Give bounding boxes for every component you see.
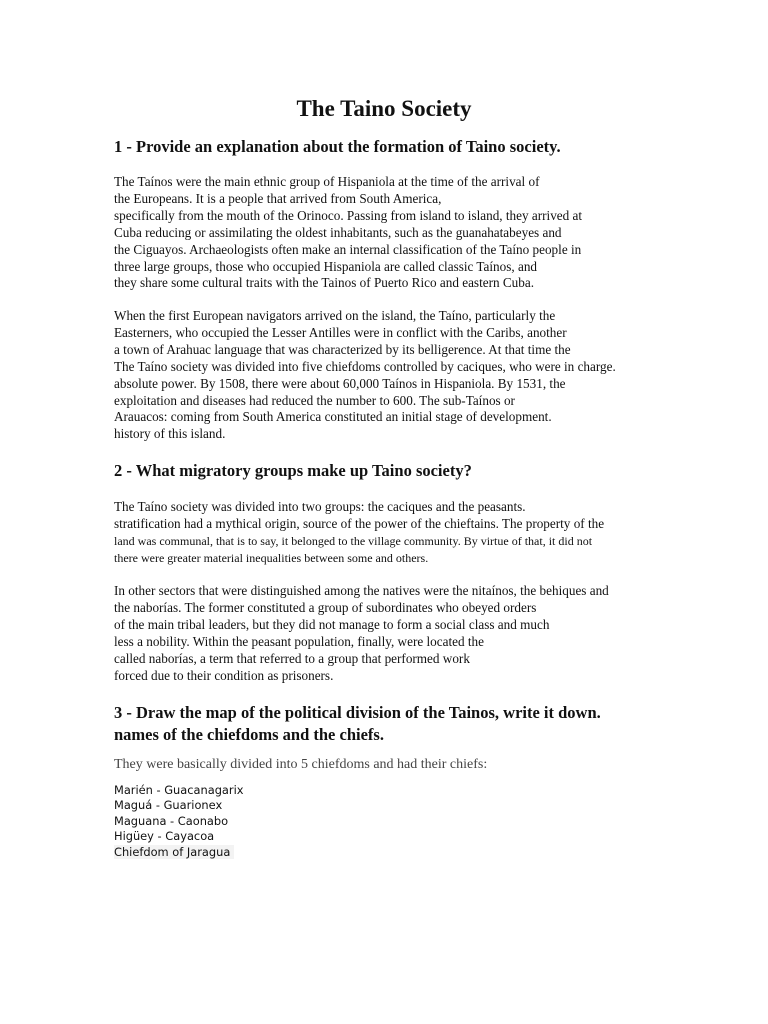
text-line: they share some cultural traits with the Tainos of Puerto Rico and eastern Cuba.: [114, 275, 534, 291]
chiefdom-entry: Maguá - Guarionex: [114, 798, 223, 813]
list-item: [114, 783, 244, 798]
list-item: [114, 814, 244, 829]
text-line: of the main tribal leaders, but they did not manage to form a social class and much: [114, 616, 550, 632]
text-line: The Taíno society was divided into two groups: the caciques and the peasants.: [114, 499, 526, 514]
text-line: Easterners, who occupied the Lesser Antilles were in conflict with the Caribs, another: [114, 324, 567, 340]
text-line: exploitation and diseases had reduced the number to 600. The sub-Taínos or: [114, 392, 515, 408]
chiefdoms-list: [114, 783, 244, 860]
text-line: When the first European navigators arrived on the island, the Taíno, particularly the: [114, 308, 556, 323]
section-3-heading-line-2: names of the chiefdoms and the chiefs.: [114, 725, 384, 744]
chiefdom-entry: Marién - Guacanagarix: [114, 783, 244, 797]
chiefdom-entry: Higüey - Cayacoa: [114, 829, 215, 844]
text-line: land was communal, that is to say, it belonged to the village community. By virtue of that, it did not: [114, 533, 593, 548]
section-1-paragraph-1: [114, 174, 674, 292]
section-3-heading-line-1: 3 - Draw the map of the political division of the Tainos, write it down.: [114, 703, 601, 722]
section-1-paragraph-2: [114, 308, 674, 443]
text-line: the naborías. The former constituted a group of subordinates who obeyed orders: [114, 599, 537, 615]
text-line: the Ciguayos. Archaeologists often make an internal classification of the Taíno people in: [114, 241, 582, 257]
text-line: In other sectors that were distinguished among the natives were the nitaínos, the behiques and: [114, 583, 609, 598]
section-3-heading: [114, 702, 674, 746]
list-item: [114, 798, 244, 813]
text-line: there were greater material inequalities between some and others.: [114, 550, 429, 565]
chiefdom-entry: Maguana - Caonabo: [114, 813, 229, 828]
text-line: Arauacos: coming from South America constituted an initial stage of development.: [114, 409, 552, 425]
text-line: called naborías, a term that referred to a group that performed work: [114, 650, 470, 666]
document-title: The Taino Society: [296, 96, 472, 121]
text-line: a town of Arahuac language that was characterized by its belligerence. At that time the: [114, 341, 571, 357]
section-1-heading: 1 - Provide an explanation about the formation of Taino society.: [114, 137, 561, 156]
text-line: three large groups, those who occupied Hispaniola are called classic Taínos, and: [114, 258, 538, 274]
chiefdoms-intro: They were basically divided into 5 chiefdoms and had their chiefs:: [114, 757, 488, 772]
text-line: specifically from the mouth of the Orinoco. Passing from island to island, they arrived at: [114, 207, 583, 223]
list-item: [114, 845, 244, 860]
text-line: forced due to their condition as prisoners.: [114, 667, 334, 683]
section-2-paragraph-2: [114, 583, 674, 684]
section-2-paragraph-1: [114, 499, 674, 567]
section-2-heading: 2 - What migratory groups make up Taino society?: [114, 461, 472, 480]
text-line: The Taíno society was divided into five chiefdoms controlled by caciques, who were in charge.: [114, 358, 616, 374]
text-line: Cuba reducing or assimilating the oldest inhabitants, such as the guanahatabeyes and: [114, 224, 562, 240]
text-line: less a nobility. Within the peasant population, finally, were located the: [114, 633, 484, 649]
text-line: stratification had a mythical origin, source of the power of the chieftains. The property of the: [114, 515, 605, 531]
text-line: absolute power. By 1508, there were about 60,000 Taínos in Hispaniola. By 1531, the: [114, 375, 566, 391]
chiefdom-entry: Chiefdom of Jaragua: [114, 845, 234, 859]
text-line: history of this island.: [114, 426, 226, 442]
list-item: [114, 829, 244, 844]
text-line: The Taínos were the main ethnic group of Hispaniola at the time of the arrival of: [114, 174, 540, 189]
text-line: the Europeans. It is a people that arrived from South America,: [114, 190, 442, 206]
